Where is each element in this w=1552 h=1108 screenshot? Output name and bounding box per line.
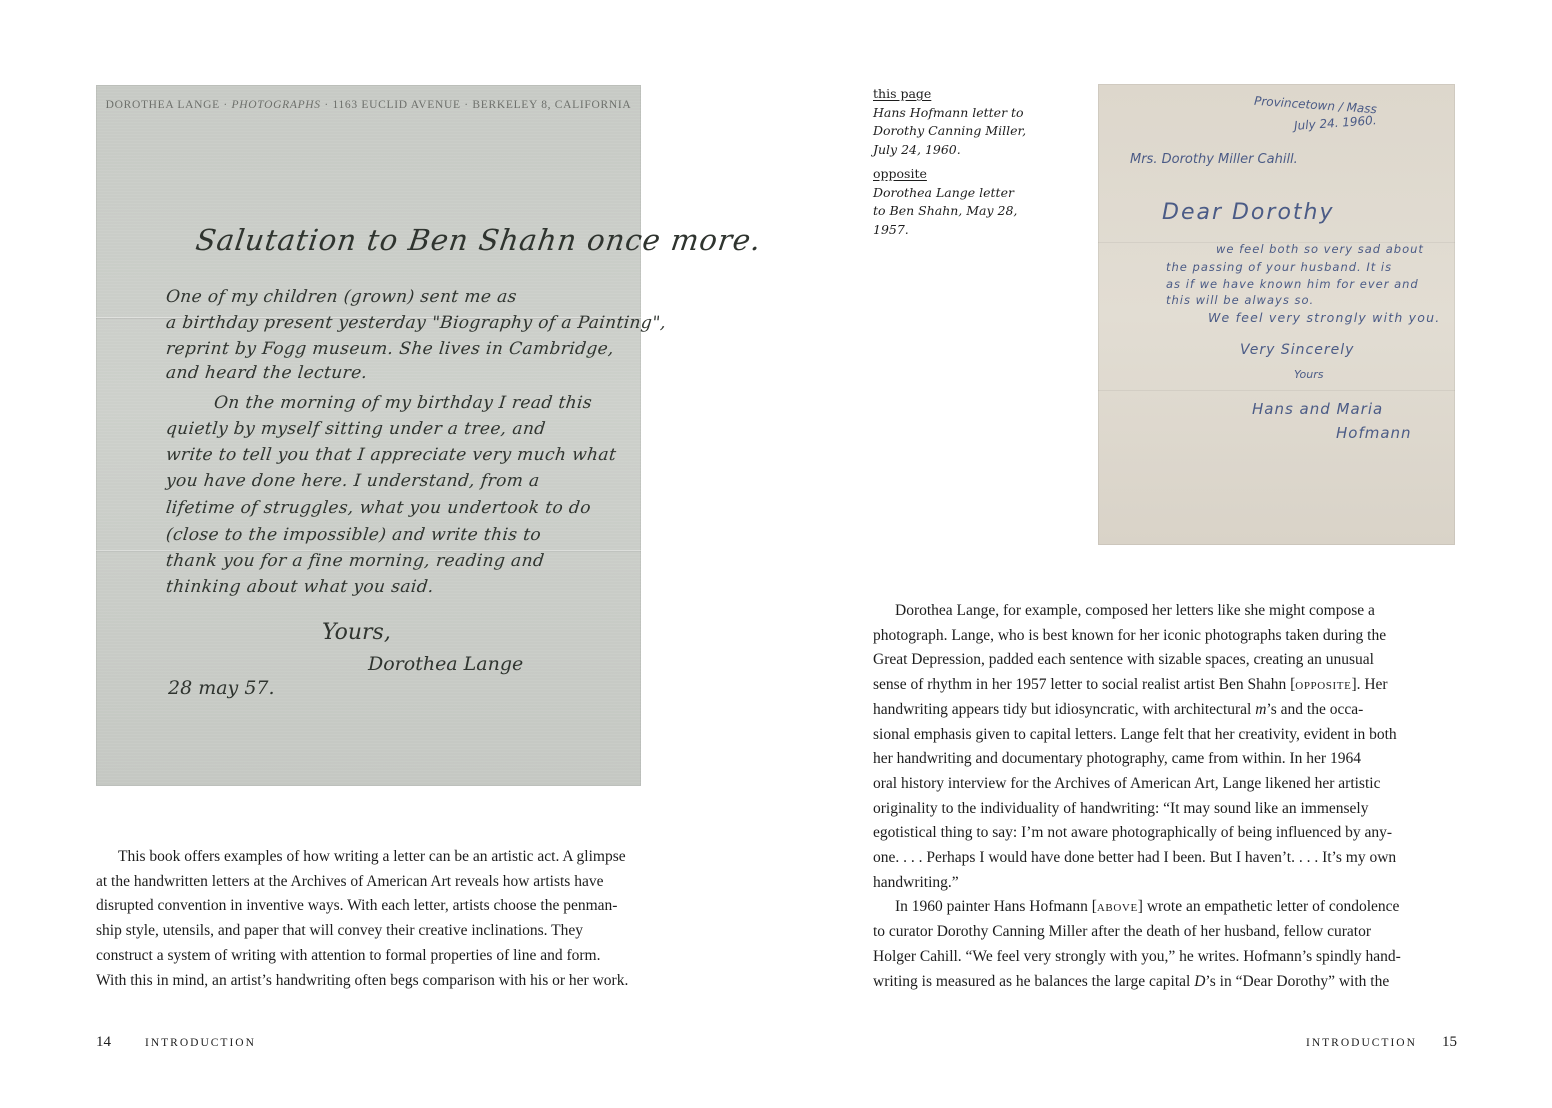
lange-line: thinking about what you said.: [164, 577, 435, 597]
body-line: With this in mind, an artist’s handwriting often begs comparison with his or her work.: [96, 971, 629, 989]
hofmann-closing: Yours: [1294, 368, 1324, 381]
right-body-text: [873, 599, 1463, 994]
caption-text-line: 1957.: [873, 221, 909, 237]
body-segment: handwriting appears tidy but idiosyncratic, with architectural: [873, 700, 1256, 718]
letterhead-photographs: PHOTOGRAPHS: [231, 99, 321, 111]
lange-closing: Yours,: [322, 620, 391, 645]
letterhead-separator: ·: [464, 99, 469, 111]
body-line: one. . . . Perhaps I would have done better had I been. But I haven’t. . . . It’s my own: [873, 849, 1397, 867]
hofmann-line: the passing of your husband. It is: [1166, 260, 1393, 274]
body-line: photograph. Lange, who is best known for her iconic photographs taken during the: [873, 626, 1387, 644]
body-segment: ] wrote an empathetic letter of condolence: [1137, 898, 1400, 916]
hofmann-letter-image: [1098, 84, 1455, 545]
body-segment: ’s and the occa-: [1266, 700, 1364, 718]
letterhead-separator: ·: [223, 99, 228, 111]
caption-text-line: July 24, 1960.: [873, 141, 961, 157]
hofmann-line: this will be always so.: [1166, 293, 1315, 307]
cross-reference: above: [1096, 898, 1138, 916]
lange-signature: Dorothea Lange: [368, 653, 524, 675]
hofmann-line: we feel both so very sad about: [1216, 242, 1424, 256]
body-segment: writing is measured as he balances the large capital: [873, 972, 1195, 990]
caption-label-this-page: this page: [873, 86, 932, 101]
body-segment: sense of rhythm in her 1957 letter to social realist artist Ben Shahn [: [873, 676, 1296, 694]
caption-label-opposite: opposite: [873, 166, 927, 181]
body-line: disrupted convention in inventive ways. With each letter, artists choose the penman-: [96, 897, 618, 915]
hofmann-line: as if we have known him for ever and: [1166, 277, 1419, 291]
body-line: egotistical thing to say: I’m not aware photographically of being influenced by any-: [873, 824, 1393, 842]
letterhead: [96, 99, 641, 111]
hofmann-signature: Hans and Maria: [1252, 400, 1384, 418]
body-line: Dorothea Lange, for example, composed her letters like she might compose a: [895, 602, 1375, 619]
body-line: originality to the individuality of handwriting: “It may sound like an immensely: [873, 799, 1369, 817]
lange-line: write to tell you that I appreciate very much what: [164, 445, 618, 465]
lange-line: quietly by myself sitting under a tree, and: [164, 419, 547, 439]
lange-line: lifetime of struggles, what you undertook to do: [164, 498, 592, 518]
hofmann-addressee: Mrs. Dorothy Miller Cahill.: [1130, 152, 1298, 167]
lange-letter-image: [96, 85, 764, 786]
lange-line: On the morning of my birthday I read this: [212, 393, 594, 413]
italic-letter: D: [1194, 972, 1206, 990]
caption-text-line: Dorothea Lange letter: [873, 184, 1014, 200]
cross-reference: opposite: [1295, 676, 1352, 694]
body-line: [873, 698, 1463, 723]
body-segment: ]. Her: [1351, 676, 1388, 694]
body-line: [873, 895, 1463, 920]
lange-line: (close to the impossible) and write this to: [164, 525, 543, 545]
caption-text-line: to Ben Shahn, May 28,: [873, 203, 1018, 218]
caption-text-line: Dorothy Canning Miller,: [873, 123, 1027, 138]
body-line: [873, 673, 1463, 698]
fold-line: [1098, 390, 1455, 391]
hofmann-line: We feel very strongly with you.: [1208, 310, 1441, 325]
letterhead-address: 1163 EUCLID AVENUE: [332, 99, 461, 111]
running-head-left: INTRODUCTION: [145, 1037, 256, 1049]
folio-right: 15: [1442, 1034, 1457, 1050]
left-body-text: [96, 845, 696, 993]
hofmann-salutation: Dear Dorothy: [1162, 200, 1335, 225]
lange-line: One of my children (grown) sent me as: [164, 287, 518, 307]
body-line: at the handwritten letters at the Archives of American Art reveals how artists have: [96, 872, 604, 890]
body-line: handwriting.”: [873, 873, 959, 891]
body-line: sional emphasis given to capital letters. Lange felt that her creativity, evident in both: [873, 725, 1397, 743]
lange-line: reprint by Fogg museum. She lives in Cambridge,: [164, 339, 616, 359]
hofmann-closing: Very Sincerely: [1240, 342, 1355, 358]
lange-date: 28 may 57.: [168, 677, 275, 699]
body-segment: In 1960 painter Hans Hofmann [: [895, 898, 1097, 916]
hofmann-place: Provincetown / Mass: [1253, 93, 1378, 117]
body-segment: ’s in “Dear Dorothy” with the: [1205, 972, 1390, 990]
lange-line: a birthday present yesterday "Biography of a Painting",: [164, 313, 668, 333]
body-line: her handwriting and documentary photography, came from within. In her 1964: [873, 750, 1361, 768]
running-head-right: INTRODUCTION: [1306, 1037, 1417, 1049]
folio-left: 14: [96, 1034, 111, 1050]
body-line: oral history interview for the Archives of American Art, Lange likened her artistic: [873, 774, 1381, 792]
caption-text-line: Hans Hofmann letter to: [873, 104, 1024, 120]
body-line: Holger Cahill. “We feel very strongly with you,” he writes. Hofmann’s spindly hand-: [873, 947, 1401, 965]
letterhead-name: DOROTHEA LANGE: [105, 99, 220, 111]
lange-line: you have done here. I understand, from a: [164, 471, 541, 491]
letterhead-city: BERKELEY 8, CALIFORNIA: [472, 99, 632, 111]
body-line: ship style, utensils, and paper that will convey their creative inclinations. They: [96, 922, 583, 940]
body-line: to curator Dorothy Canning Miller after the death of her husband, fellow curator: [873, 923, 1371, 941]
hofmann-signature: Hofmann: [1336, 424, 1412, 442]
hofmann-date: July 24. 1960.: [1293, 113, 1378, 133]
italic-letter: m: [1255, 700, 1267, 718]
body-line: Great Depression, padded each sentence with sizable spaces, creating an unusual: [873, 651, 1374, 669]
letterhead-separator: ·: [324, 99, 329, 111]
body-line: [873, 970, 1463, 995]
lange-salutation: Salutation to Ben Shahn once more.: [193, 223, 764, 257]
lange-line: thank you for a fine morning, reading and: [164, 551, 546, 571]
body-line: This book offers examples of how writing a letter can be an artistic act. A glimpse: [118, 848, 626, 865]
lange-line: and heard the lecture.: [164, 363, 369, 383]
image-caption: [873, 85, 1073, 239]
body-line: construct a system of writing with attention to formal properties of line and form.: [96, 946, 601, 964]
